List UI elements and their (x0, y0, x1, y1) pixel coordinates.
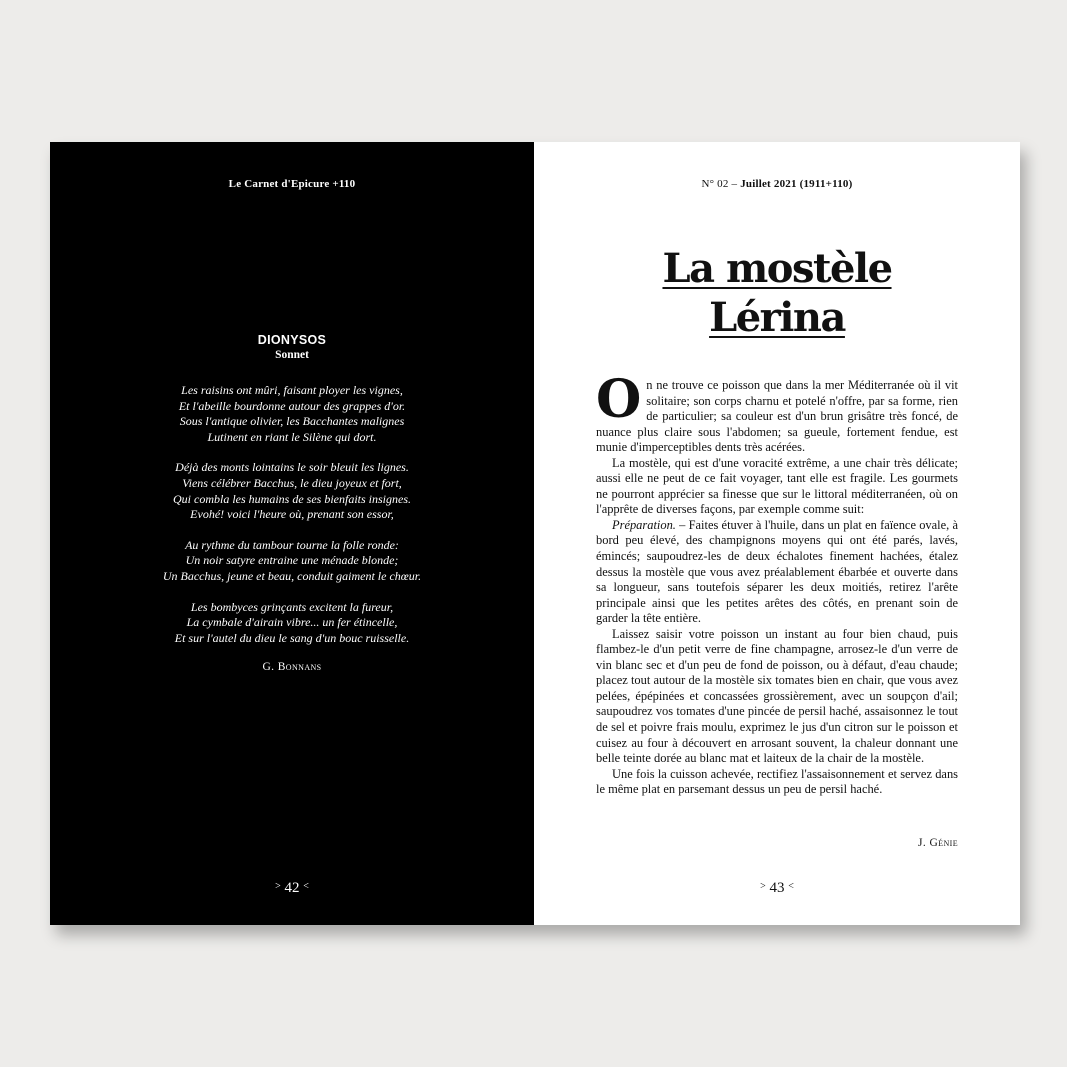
drop-cap: O (596, 369, 642, 430)
page-number-left (50, 880, 534, 897)
verse: Sous l'antique olivier, les Bacchantes malignes (179, 414, 405, 429)
right-page (534, 142, 1020, 925)
article-paragraph (596, 518, 958, 627)
folio-mark-close: < (303, 881, 309, 892)
page-number-right (534, 880, 1020, 897)
verse: Les raisins ont mûri, faisant ployer les vignes, (181, 383, 403, 397)
poem-stanza-4 (50, 600, 534, 647)
running-head-left: Le Carnet d'Epicure +110 (228, 178, 356, 190)
verse: Un Bacchus, jeune et beau, conduit gaiment le chœur. (162, 568, 422, 583)
poem (50, 333, 534, 673)
poem-title: DIONYSOS (257, 333, 327, 347)
article-body (596, 369, 958, 798)
issue-date: Juillet 2021 (1911+110) (740, 178, 853, 190)
paragraph-text: n ne trouve ce poisson que dans la mer Méditerranée où il vit solitaire; son corps charnu et potelé n'offre, par sa forme, rien de particulier; sa couleur est d'un brun grisâtre très foncé, de nuance plus claire sous l'abdomen; sa gueule, fortement fendue, est munie d'imperceptibles dents très acérées. (596, 378, 958, 455)
verse: Au rythme du tambour tourne la folle ronde: (185, 537, 399, 552)
poem-stanza-2 (50, 460, 534, 522)
article-paragraph: Une fois la cuisson achevée, rectifiez l'assaisonnement et servez dans le même plat en parsemant dessus un peu de persil haché. (596, 766, 958, 797)
verse: Viens célébrer Bacchus, le dieu joyeux et fort, (182, 475, 402, 490)
article-paragraph: La mostèle, qui est d'une voracité extrême, a une chair très délicate; aussi elle ne peut de ce fait voyager, tant elle est fragile. Les gourmets ne pourront apprécier sa finesse que sur le littoral méditerranéen, où on l'apprête de diverses façons, par exemple comme suit: (596, 455, 958, 517)
page-number: 43 (769, 880, 785, 896)
running-head-right (534, 178, 1020, 190)
folio-mark-open: > (275, 881, 281, 892)
verse: Evohé! voici l'heure où, prenant son essor, (190, 507, 394, 522)
verse: Et sur l'autel du dieu le sang d'un bouc ruisselle. (174, 630, 410, 645)
poem-subtitle: Sonnet (275, 349, 309, 361)
page-number: 42 (284, 880, 300, 896)
article-paragraph: Laissez saisir votre poisson un instant au four bien chaud, puis flambez-le d'un petit verre de fine champagne, arrosez-le d'un verre de vin blanc sec et d'un peu de fond de poisson, ou à défaut, d'eau chaude; placez tout autour de la mostèle six tomates bien en chair, que vous avez pelées, épépinées et concassées grossièrement, avec un soupçon d'ail; saupoudrez vos tomates d'une pincée de persil haché, assaisonnez le tout de sel et poivre frais moulu, exprimez le jus d'un citron sur le poisson et cuisez au four à découvert en arrosant souvent, la chaleur donnant une belle teinte dorée au blanc mat et laiteux de la chair de la mostèle. (596, 626, 958, 766)
issue-number: N° 02 – (701, 178, 741, 190)
verse: Et l'abeille bourdonne autour des grappes d'or. (178, 398, 406, 413)
verse: Qui combla les humains de ses bienfaits insignes. (173, 491, 411, 506)
article-author: J. Génie (918, 837, 958, 849)
poem-stanza-3 (50, 538, 534, 585)
verse: Un noir satyre entraine une ménade blonde; (185, 553, 399, 568)
poem-author: G. Bonnans (262, 661, 322, 674)
paragraph-text: Faites étuver à l'huile, dans un plat en faïence ovale, à bord peu élevé, des champignons moyens qui ont été parés, lavés, émincés; saupoudrez-les de deux échalotes finement hachées, étalez dessus la mostèle que vous avez préalablement ébarbée et ouverte dans sa longueur, sans toutefois séparer les deux moitiés, retirez l'arête principale ainsi que les petites arêtes des côtés, en prenant soin de garder la tête entière. (596, 517, 958, 626)
article-title-line: La mostèle (662, 245, 892, 292)
folio-mark-close: < (788, 881, 794, 892)
verse: Lutinent en riant le Silène qui dort. (207, 429, 377, 444)
folio-mark-open: > (760, 881, 766, 892)
article-title (534, 244, 1020, 342)
article-title-line: Lérina (709, 294, 845, 341)
book-spread (50, 142, 1020, 925)
poem-stanza-1 (50, 383, 534, 445)
left-page (50, 142, 534, 925)
article-paragraph (596, 369, 958, 456)
preparation-label: Préparation. – (612, 517, 686, 532)
verse: Déjà des monts lointains le soir bleuit les lignes. (175, 460, 409, 475)
verse: Les bombyces grinçants excitent la fureur, (190, 599, 394, 614)
verse: La cymbale d'airain vibre... un fer étincelle, (186, 615, 398, 630)
